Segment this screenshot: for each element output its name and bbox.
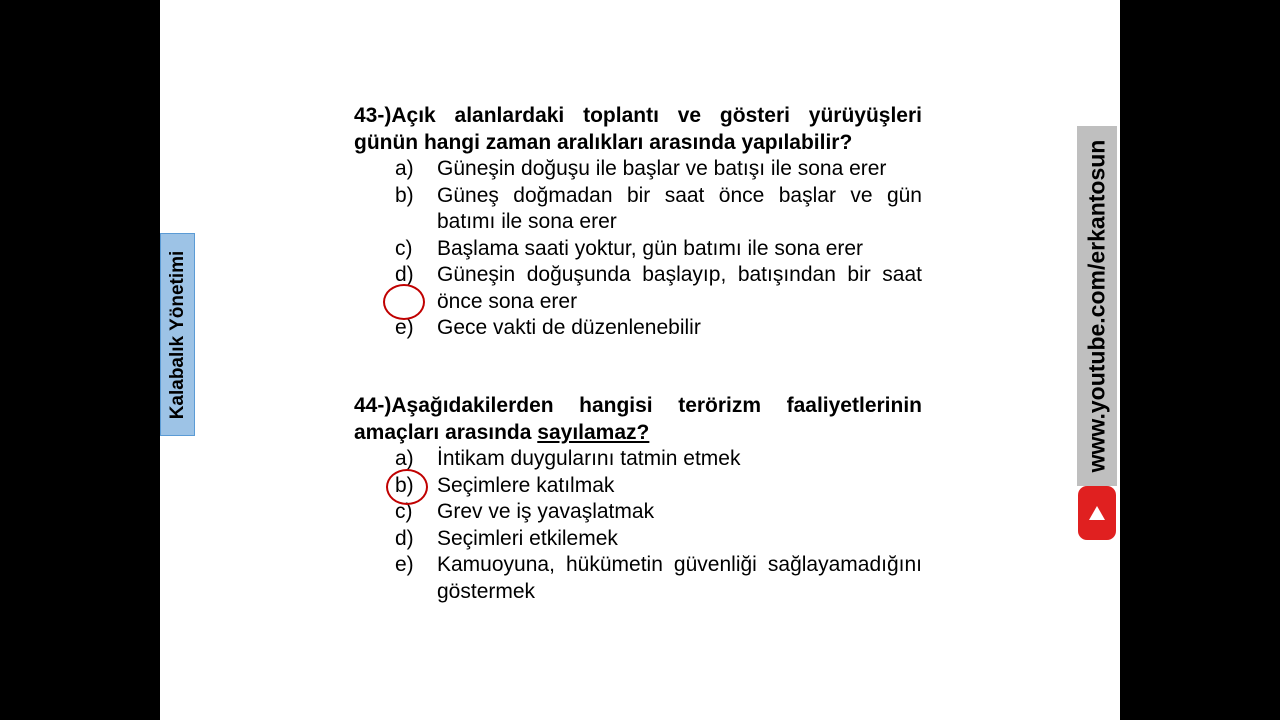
option-text: Grev ve iş yavaşlatmak <box>437 500 655 523</box>
option-letter: b) <box>395 473 414 497</box>
option-letter: a) <box>395 157 414 180</box>
question-44-title-underlined: sayılamaz? <box>537 420 650 444</box>
side-label-text: Kalabalık Yönetimi <box>166 250 188 419</box>
channel-url: www.youtube.com/erkantosun <box>1083 139 1110 473</box>
option-text: Gece vakti de düzenlenebilir <box>437 316 701 339</box>
youtube-play-icon <box>1078 486 1116 540</box>
question-43-title: 43-)Açık alanlardaki toplantı ve gösteri yürüyüşleri günün hangi zaman aralıkları arasında yapılabilir? <box>354 104 922 154</box>
option-text: Güneşin doğuşunda başlayıp, batışından bir saat önce sona erer <box>437 263 922 313</box>
question-44-option-e <box>354 552 922 605</box>
option-letter: c) <box>395 500 413 523</box>
question-43-option-b <box>354 183 922 236</box>
option-text: Güneş doğmadan bir saat önce başlar ve gün batımı ile sona erer <box>437 183 922 233</box>
answer-circle-q44 <box>386 469 428 505</box>
answer-circle-q43 <box>383 284 425 320</box>
option-text: Güneşin doğuşu ile başlar ve batışı ile sona erer <box>437 157 887 180</box>
question-43 <box>354 103 922 342</box>
side-label <box>160 233 195 436</box>
question-43-option-a <box>354 156 922 183</box>
option-text: Seçimlere katılmak <box>437 473 615 497</box>
option-text: Kamuoyuna, hükümetin güvenliği sağlayamadığını göstermek <box>437 553 922 603</box>
question-44-option-c <box>354 499 922 526</box>
option-letter: e) <box>395 553 414 576</box>
question-44-title-text: 44-)Aşağıdakilerden hangisi terörizm faaliyetlerinin amaçları arasında <box>354 394 922 444</box>
option-letter: e) <box>395 316 414 339</box>
question-44 <box>354 393 922 605</box>
question-43-option-c <box>354 236 922 263</box>
option-text: Başlama saati yoktur, gün batımı ile sona erer <box>437 236 864 260</box>
question-43-option-d <box>354 262 922 315</box>
channel-url-box <box>1077 126 1117 486</box>
option-letter: c) <box>395 236 413 260</box>
option-text: Seçimleri etkilemek <box>437 526 618 550</box>
question-44-option-d <box>354 526 922 553</box>
option-letter: b) <box>395 183 414 207</box>
option-text: İntikam duygularını tatmin etmek <box>437 447 741 470</box>
option-letter: a) <box>395 447 414 470</box>
question-44-option-a <box>354 446 922 473</box>
question-43-option-e <box>354 315 922 342</box>
question-44-title <box>354 393 922 446</box>
question-44-option-b <box>354 473 922 500</box>
option-letter: d) <box>395 526 414 550</box>
option-letter: d) <box>395 263 414 286</box>
channel-banner <box>1077 126 1117 541</box>
